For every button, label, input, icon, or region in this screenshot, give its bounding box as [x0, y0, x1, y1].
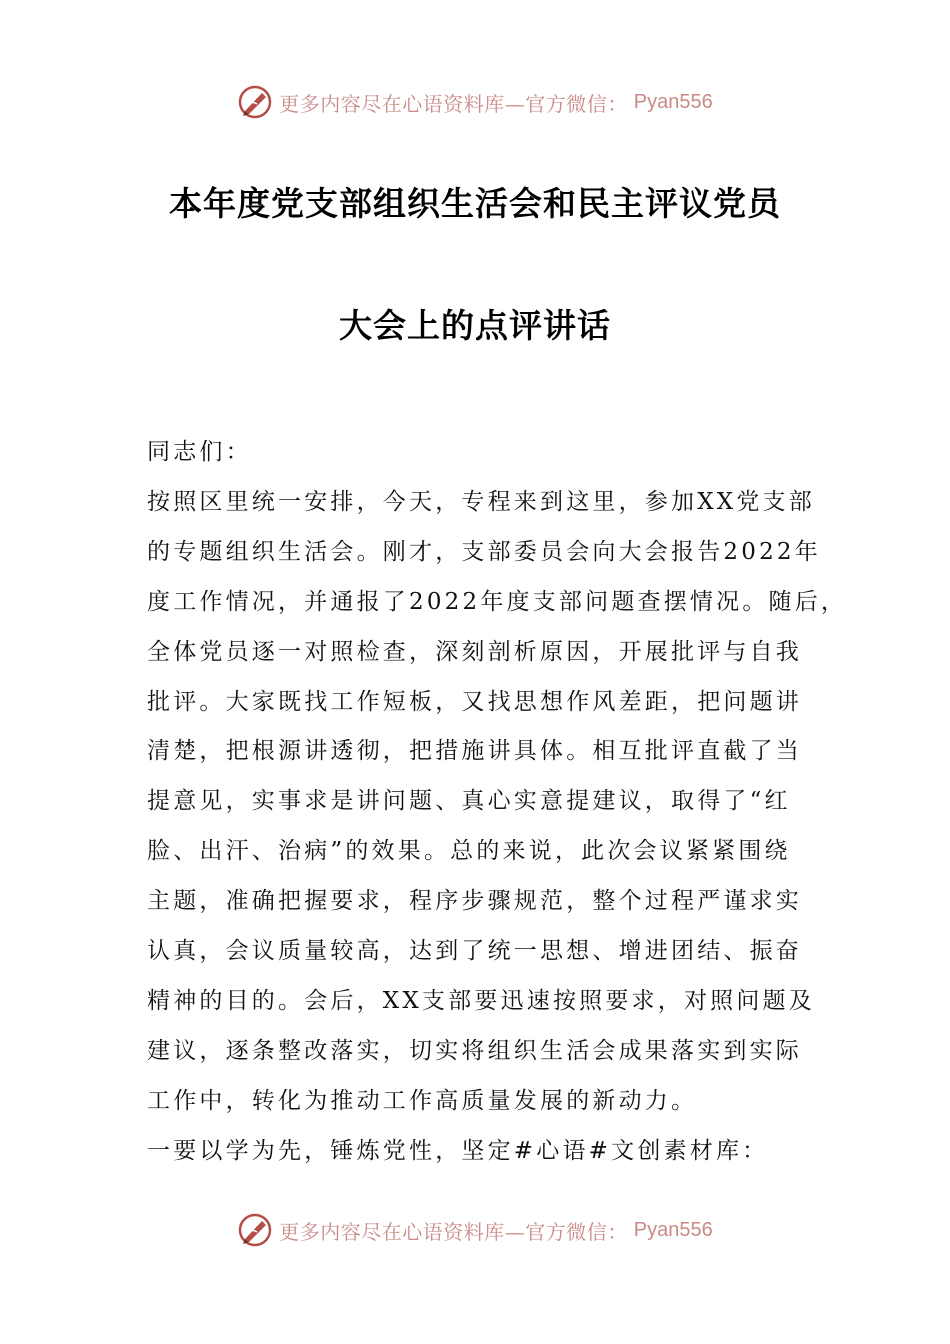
body-line: 精神的目的。会后，XX支部要迅速按照要求，对照问题及	[147, 987, 815, 1014]
body-line: 按照区里统一安排，今天，专程来到这里，参加XX党支部	[147, 488, 815, 515]
body-line: 工作中，转化为推动工作高质量发展的新动力。	[147, 1087, 698, 1114]
body-line: 建议，逐条整改落实，切实将组织生活会成果落实到实际	[147, 1037, 802, 1064]
body-line: 清楚，把根源讲透彻，把措施讲具体。相互批评直截了当	[147, 738, 802, 765]
watermark-wechat-id: Pyan556	[633, 1218, 713, 1241]
body-line: 脸、出汗、治病”的效果。总的来说，此次会议紧紧围绕	[147, 838, 791, 865]
document-body	[147, 428, 848, 1177]
body-line: 提意见，实事求是讲问题、真心实意提建议，取得了“红	[147, 788, 791, 815]
pen-logo-icon	[237, 84, 273, 120]
watermark-footer	[0, 1210, 950, 1250]
body-line: 同志们：	[147, 439, 252, 465]
body-line: 全体党员逐一对照检查，深刻剖析原因，开展批评与自我	[147, 638, 802, 665]
body-line: 认真，会议质量较高，达到了统一思想、增进团结、振奋	[147, 938, 802, 965]
watermark-wechat-id: Pyan556	[633, 90, 713, 113]
body-line: 度工作情况，并通报了2022年度支部问题查摆情况。随后，	[147, 588, 848, 615]
watermark-text: 更多内容尽在心语资料库—官方微信：	[279, 91, 628, 116]
watermark-text: 更多内容尽在心语资料库—官方微信：	[279, 1219, 628, 1244]
body-line: 的专题组织生活会。刚才，支部委员会向大会报告2022年	[147, 538, 821, 565]
body-line: 一要以学为先，锤炼党性，坚定#心语#文创素材库：	[147, 1137, 769, 1164]
document-title-line1: 本年度党支部组织生活会和民主评议党员	[169, 184, 781, 223]
document-title-line2: 大会上的点评讲话	[339, 306, 611, 345]
pen-logo-icon	[237, 1212, 273, 1248]
body-line: 主题，准确把握要求，程序步骤规范，整个过程严谨求实	[147, 888, 802, 915]
watermark-header	[0, 82, 950, 122]
body-line: 批评。大家既找工作短板，又找思想作风差距，把问题讲	[147, 688, 802, 715]
